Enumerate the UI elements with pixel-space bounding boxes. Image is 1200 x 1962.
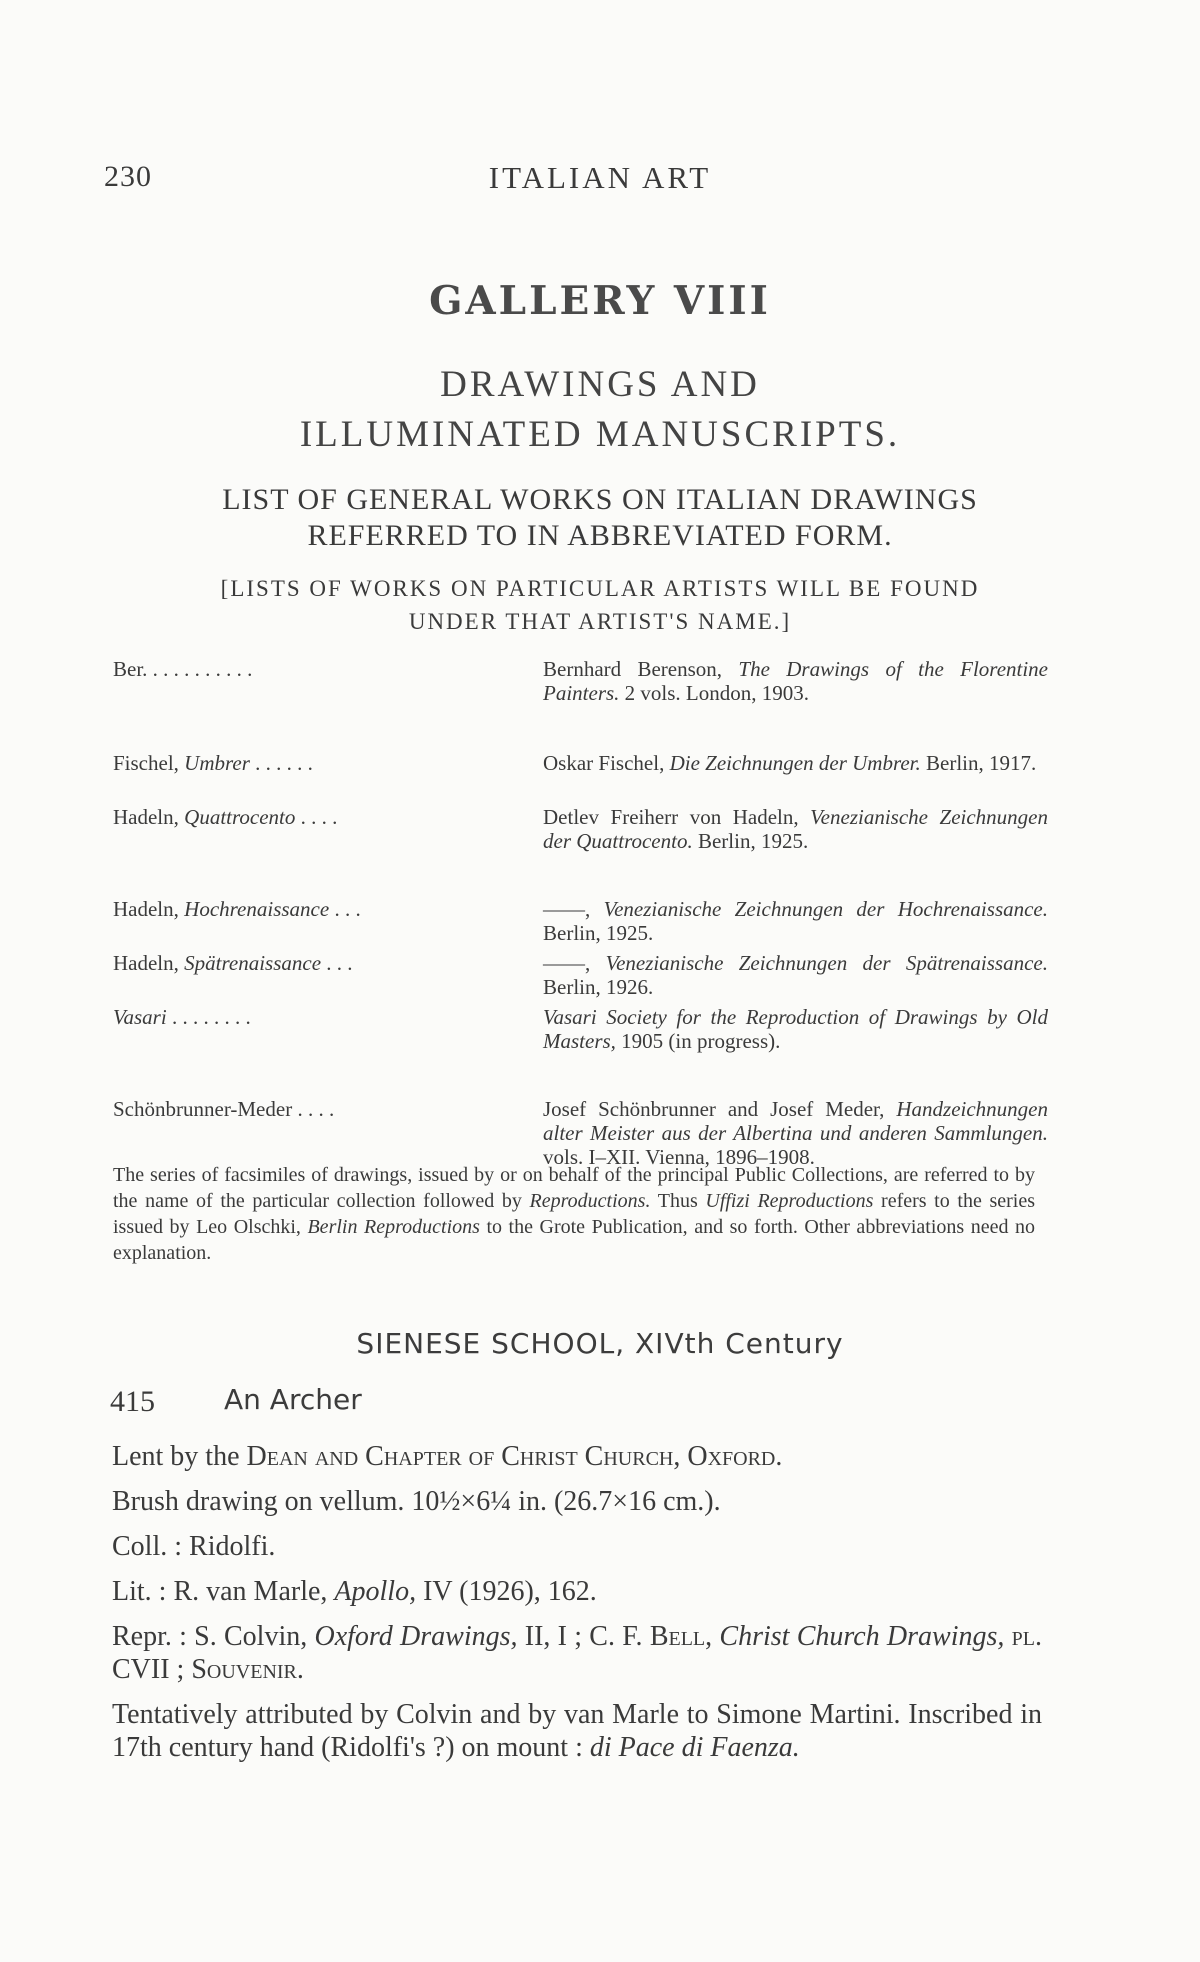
section-title-line-1: DRAWINGS AND bbox=[440, 364, 760, 405]
abbreviation-reference: ——, Venezianische Zeichnungen der Spätrenaissance. Berlin, 1926. bbox=[543, 951, 1048, 999]
abbreviation-row bbox=[113, 751, 1048, 805]
abbreviation-reference: Bernhard Berenson, The Drawings of the Florentine Painters. 2 vols. London, 1903. bbox=[543, 657, 1048, 705]
reproduction-line: Repr. : S. Colvin, Oxford Drawings, II, I ; C. F. Bell, Christ Church Drawings, pl. CVII ; Souvenir. bbox=[112, 1621, 1042, 1685]
section-title bbox=[0, 360, 1200, 460]
section-title-line-2: ILLUMINATED MANUSCRIPTS. bbox=[299, 414, 901, 455]
literature-line: Lit. : R. van Marle, Apollo, IV (1926), 162. bbox=[112, 1576, 597, 1607]
running-title: ITALIAN ART bbox=[488, 160, 712, 195]
list-note-line-2: UNDER THAT ARTIST'S NAME.] bbox=[408, 609, 792, 634]
abbreviation-reference: ——, Venezianische Zeichnungen der Hochrenaissance. Berlin, 1925. bbox=[543, 897, 1049, 945]
lender-line: Lent by the Dean and Chapter of Christ Church, Oxford. bbox=[112, 1441, 783, 1472]
list-note bbox=[104, 572, 1096, 638]
abbreviation-key: Hadeln, Spätrenaissance . . . bbox=[113, 951, 353, 975]
abbreviation-row bbox=[113, 805, 1048, 897]
attribution-note: Tentatively attributed by Colvin and by van Marle to Simone Martini. Inscribed in 17th century hand (Ridolfi's ?) on mount : di Pace di Faenza. bbox=[112, 1699, 1042, 1763]
running-head bbox=[104, 160, 1096, 200]
abbreviation-reference: Oskar Fischel, Die Zeichnungen der Umbrer. Berlin, 1917. bbox=[543, 751, 1037, 775]
abbreviation-row bbox=[113, 1005, 1048, 1097]
abbreviation-key: Hadeln, Hochrenaissance . . . bbox=[113, 897, 361, 921]
medium-line: Brush drawing on vellum. 10½×6¼ in. (26.7×16 cm.). bbox=[112, 1486, 721, 1517]
abbreviation-row bbox=[113, 897, 1048, 951]
abbreviation-key: Ber. . . . . . . . . . . bbox=[113, 657, 253, 681]
abbreviation-key: Vasari . . . . . . . . bbox=[113, 1005, 251, 1029]
collection-line: Coll. : Ridolfi. bbox=[112, 1531, 276, 1562]
catalogue-entry bbox=[112, 1440, 1042, 1776]
catalogue-number: 415 bbox=[110, 1385, 155, 1418]
list-note-line-1: [LISTS OF WORKS ON PARTICULAR ARTISTS WILL BE FOUND bbox=[220, 576, 980, 601]
abbreviation-reference: Josef Schönbrunner and Josef Meder, Handzeichnungen alter Meister aus der Albertina und anderen Sammlungen. vols. I–XII. Vienna, 1896–1908. bbox=[543, 1097, 1048, 1169]
abbreviation-row bbox=[113, 657, 1048, 751]
list-heading-line-2: REFERRED TO IN ABBREVIATED FORM. bbox=[307, 519, 893, 552]
facsimiles-paragraph: The series of facsimiles of drawings, issued by or on behalf of the principal Public Collections, are referred to by the name of the particular collection followed by Reproductions. Thus Uffizi Reproductions refers to the series issued by Leo Olschki, Berlin Reproductions to the Grote Publication, and so forth. Other abbreviations need no explanation. bbox=[113, 1164, 1036, 1264]
entry-title: An Archer bbox=[224, 1383, 362, 1416]
school-heading: SIENESE SCHOOL, XIVth Century bbox=[356, 1327, 844, 1360]
abbreviation-reference: Detlev Freiherr von Hadeln, Venezianische Zeichnungen der Quattrocento. Berlin, 1925. bbox=[543, 805, 1048, 853]
gallery-title: GALLERY VIII bbox=[429, 278, 771, 324]
list-heading-line-1: LIST OF GENERAL WORKS ON ITALIAN DRAWINGS bbox=[222, 483, 978, 516]
page-number: 230 bbox=[104, 160, 152, 193]
abbreviation-key: Hadeln, Quattrocento . . . . bbox=[113, 805, 338, 829]
abbreviation-row bbox=[113, 951, 1048, 1005]
abbreviation-reference: Vasari Society for the Reproduction of Drawings by Old Masters, 1905 (in progress). bbox=[543, 1005, 1048, 1053]
abbreviation-key: Fischel, Umbrer . . . . . . bbox=[113, 751, 313, 775]
abbreviation-list bbox=[113, 657, 1048, 1189]
abbreviation-key: Schönbrunner-Meder . . . . bbox=[113, 1097, 335, 1121]
list-heading bbox=[104, 482, 1096, 554]
